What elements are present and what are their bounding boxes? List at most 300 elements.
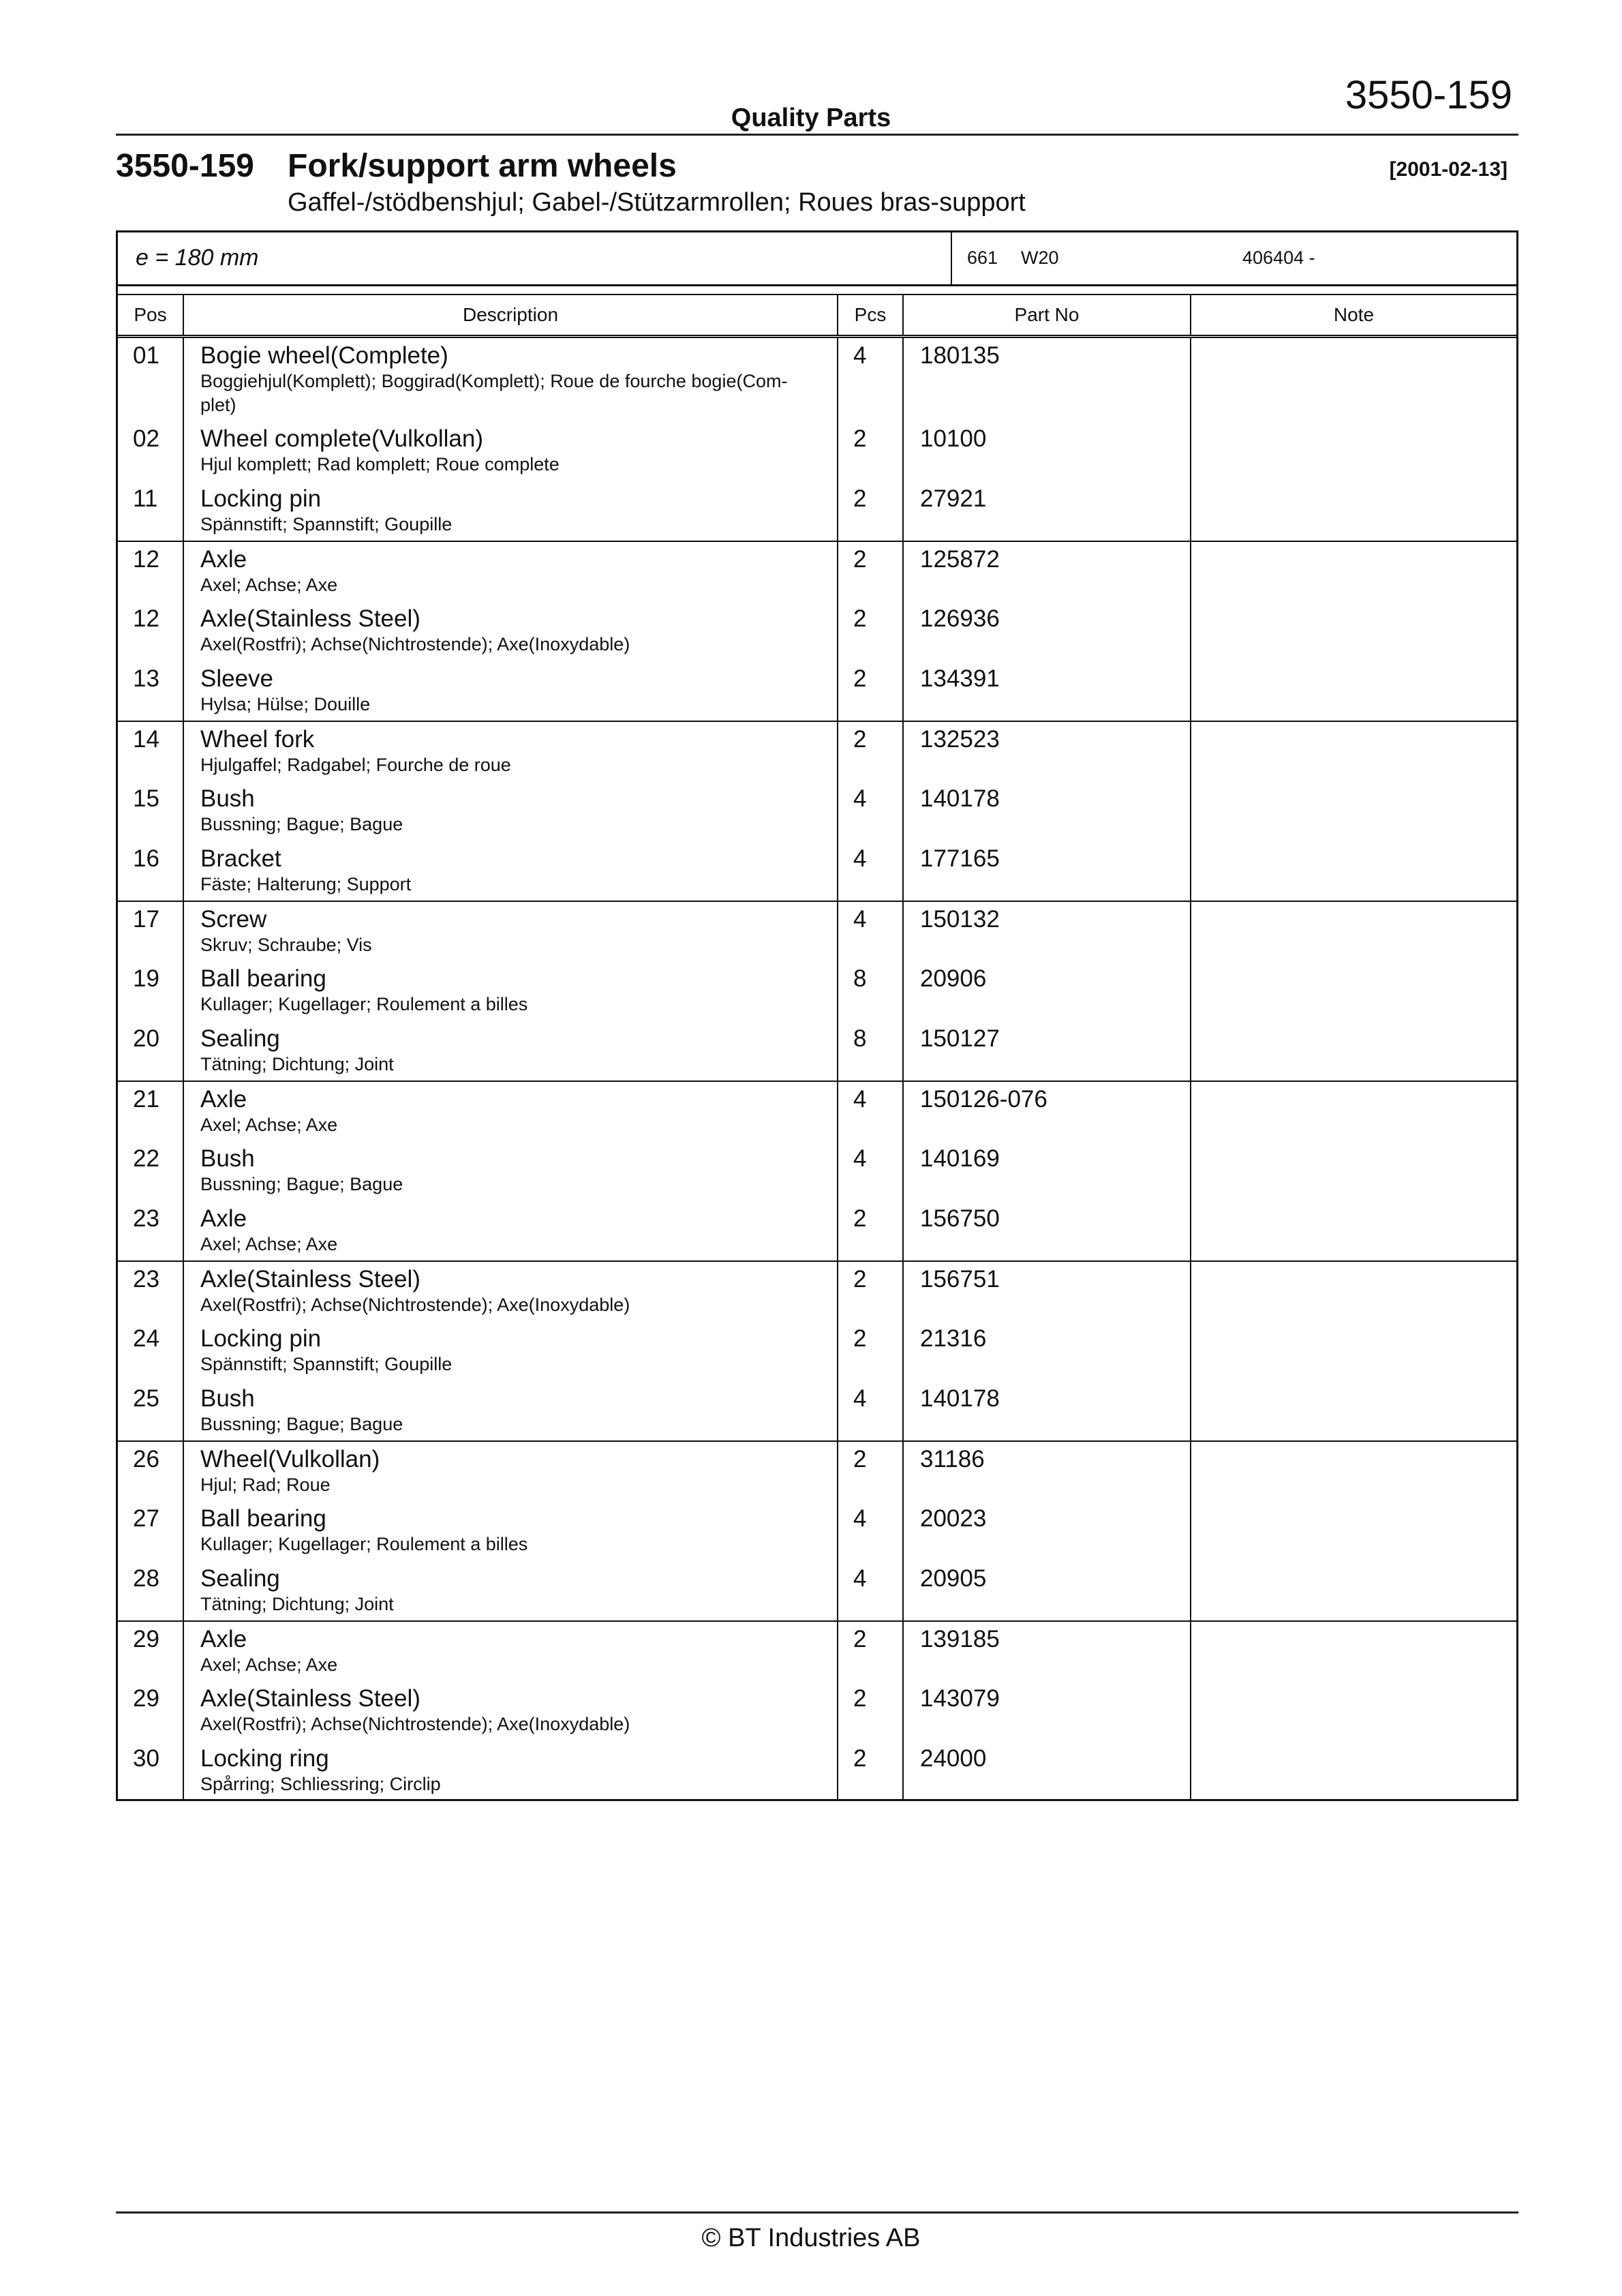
pcs-cell (838, 781, 903, 841)
part-no-text: 126936 (920, 605, 1000, 632)
description-translations: Axel(Rostfri); Achse(Nichtrostende); Axe(Inoxydable) (200, 1294, 630, 1315)
table-row (118, 1321, 1516, 1381)
parts-sheet (116, 230, 1518, 1801)
pos-text: 17 (133, 905, 159, 933)
note-cell (1191, 1201, 1516, 1261)
description-translations: Axel; Achse; Axe (200, 1654, 338, 1675)
pos-cell (118, 1561, 183, 1621)
part-no-cell (903, 1381, 1191, 1441)
description-main: Axle(Stainless Steel) (200, 1265, 420, 1293)
description-main: Bracket (200, 845, 281, 872)
description-cell (183, 601, 838, 661)
description-main: Axle (200, 1085, 247, 1113)
description-cell (183, 841, 838, 901)
part-no-cell (903, 1681, 1191, 1741)
description-cell (183, 1081, 838, 1141)
part-no-cell (903, 1741, 1191, 1801)
description-cell (183, 1141, 838, 1201)
part-no-text: 140169 (920, 1145, 1000, 1172)
pos-cell (118, 1621, 183, 1681)
description-translations: Boggiehjul(Komplett); Boggirad(Komplett); Roue de fourche bogie(Com-plet) (200, 371, 788, 415)
part-no-text: 10100 (920, 425, 987, 452)
pos-text: 24 (133, 1325, 159, 1352)
note-text (1191, 1501, 1516, 1505)
description-cell (183, 961, 838, 1021)
part-no-text: 132523 (920, 725, 1000, 753)
table-row (118, 841, 1516, 901)
part-no-text: 24000 (920, 1744, 987, 1772)
pos-text: 29 (133, 1685, 159, 1712)
description-cell (183, 1261, 838, 1321)
note-cell (1191, 1561, 1516, 1621)
note-cell (1191, 1441, 1516, 1501)
description-cell (183, 901, 838, 961)
part-no-text: 27921 (920, 485, 987, 512)
description-cell (183, 781, 838, 841)
part-no-cell (903, 1021, 1191, 1081)
pcs-text: 2 (853, 725, 867, 753)
table-row (118, 337, 1516, 421)
table-row (118, 1381, 1516, 1441)
part-no-cell (903, 1501, 1191, 1561)
note-text (1191, 1681, 1516, 1685)
part-no-text: 31186 (920, 1445, 985, 1472)
description-translations: Spännstift; Spannstift; Goupille (200, 1353, 453, 1374)
part-no-text: 20023 (920, 1505, 987, 1532)
pos-cell (118, 1201, 183, 1261)
description-translations: Bussning; Bague; Bague (200, 1413, 403, 1434)
column-header-part-no: Part No (903, 295, 1191, 337)
part-no-text: 20905 (920, 1565, 987, 1592)
section-date: [2001-02-13] (1389, 158, 1508, 181)
description-main: Locking pin (200, 1325, 322, 1352)
table-row (118, 781, 1516, 841)
description-main: Bush (200, 785, 255, 812)
part-no-cell (903, 661, 1191, 721)
section-id: 3550-159 (116, 148, 254, 184)
note-text (1191, 601, 1516, 605)
pos-cell (118, 481, 183, 541)
description-translations: Spännstift; Spannstift; Goupille (200, 513, 453, 534)
description-translations: Hjulgaffel; Radgabel; Fourche de roue (200, 754, 511, 775)
part-no-text: 134391 (920, 665, 1000, 692)
description-cell (183, 661, 838, 721)
table-row (118, 1561, 1516, 1621)
description-main: Axle (200, 1205, 247, 1232)
note-cell (1191, 1681, 1516, 1741)
footer-copyright: © BT Industries AB (701, 2224, 921, 2252)
description-cell (183, 1381, 838, 1441)
description-main: Axle (200, 545, 247, 573)
pcs-text: 2 (853, 485, 867, 512)
note-text (1191, 1082, 1516, 1086)
description-main: Bush (200, 1385, 255, 1412)
pos-cell (118, 781, 183, 841)
table-row (118, 1261, 1516, 1321)
table-row (118, 661, 1516, 721)
note-text (1191, 481, 1516, 485)
part-no-cell (903, 601, 1191, 661)
pcs-cell (838, 721, 903, 781)
pos-cell (118, 661, 183, 721)
pcs-text: 2 (853, 1445, 867, 1472)
description-translations: Bussning; Bague; Bague (200, 1173, 403, 1194)
table-row (118, 1501, 1516, 1561)
pcs-cell (838, 841, 903, 901)
description-translations: Kullager; Kugellager; Roulement a billes (200, 993, 528, 1014)
pos-text: 11 (133, 485, 158, 512)
description-cell (183, 1501, 838, 1561)
pcs-cell (838, 541, 903, 601)
note-cell (1191, 1261, 1516, 1321)
pos-cell (118, 1681, 183, 1741)
table-row (118, 721, 1516, 781)
pos-cell (118, 1081, 183, 1141)
pcs-text: 2 (853, 1325, 867, 1352)
note-cell (1191, 721, 1516, 781)
description-main: Ball bearing (200, 1505, 326, 1532)
pcs-cell (838, 1141, 903, 1201)
pcs-text: 4 (853, 1565, 867, 1592)
pcs-cell (838, 1621, 903, 1681)
pcs-text: 4 (853, 1385, 867, 1412)
pcs-cell (838, 421, 903, 481)
pcs-text: 2 (853, 1625, 867, 1652)
note-text (1191, 841, 1516, 845)
pcs-cell (838, 1081, 903, 1141)
pcs-cell (838, 901, 903, 961)
part-no-cell (903, 1621, 1191, 1681)
description-translations: Kullager; Kugellager; Roulement a billes (200, 1533, 528, 1554)
table-row (118, 1621, 1516, 1681)
pos-cell (118, 1381, 183, 1441)
part-no-cell (903, 1561, 1191, 1621)
info-code-serial: 406404 - (1242, 247, 1315, 268)
description-translations: Hylsa; Hülse; Douille (200, 693, 371, 714)
pos-text: 29 (133, 1625, 159, 1652)
pos-cell (118, 541, 183, 601)
description-translations: Hjul; Rad; Roue (200, 1474, 331, 1495)
pcs-text: 4 (853, 1145, 867, 1172)
part-no-cell (903, 1081, 1191, 1141)
note-cell (1191, 961, 1516, 1021)
description-main: Bush (200, 1145, 255, 1172)
description-cell (183, 541, 838, 601)
column-header-pos: Pos (118, 295, 183, 337)
pos-text: 20 (133, 1025, 159, 1052)
column-header-description: Description (183, 295, 838, 337)
description-cell (183, 481, 838, 541)
pos-cell (118, 1741, 183, 1801)
description-cell (183, 1321, 838, 1381)
note-text (1191, 1201, 1516, 1205)
pos-text: 23 (133, 1265, 159, 1293)
description-main: Sealing (200, 1025, 280, 1052)
description-translations: Tätning; Dichtung; Joint (200, 1053, 394, 1074)
section-subtitle: Gaffel-/stödbenshjul; Gabel-/Stützarmrollen; Roues bras-support (288, 188, 1026, 217)
description-translations: Fäste; Halterung; Support (200, 873, 412, 894)
part-no-text: 140178 (920, 785, 1000, 812)
pcs-text: 2 (853, 1265, 867, 1293)
part-no-text: 143079 (920, 1685, 1000, 1712)
info-code-model: 661 (967, 247, 998, 268)
part-no-text: 156751 (920, 1265, 1000, 1293)
table-row (118, 421, 1516, 481)
pcs-text: 4 (853, 1505, 867, 1532)
description-translations: Tätning; Dichtung; Joint (200, 1593, 394, 1614)
table-header-row (118, 295, 1516, 337)
description-translations: Axel(Rostfri); Achse(Nichtrostende); Axe(Inoxydable) (200, 1713, 630, 1734)
description-main: Axle (200, 1625, 247, 1652)
table-row (118, 1201, 1516, 1261)
note-text (1191, 1262, 1516, 1266)
table-row (118, 1141, 1516, 1201)
part-no-cell (903, 1321, 1191, 1381)
part-no-text: 125872 (920, 545, 1000, 573)
pos-text: 01 (133, 342, 159, 369)
pos-text: 12 (133, 605, 159, 632)
pos-cell (118, 1441, 183, 1501)
pcs-cell (838, 1381, 903, 1441)
pcs-text: 2 (853, 665, 867, 692)
column-header-note: Note (1191, 295, 1516, 337)
pcs-cell (838, 1561, 903, 1621)
parts-table-body (118, 337, 1516, 1801)
description-main: Ball bearing (200, 965, 326, 992)
part-no-text: 20906 (920, 965, 987, 992)
table-row (118, 1021, 1516, 1081)
pcs-text: 2 (853, 425, 867, 452)
pos-text: 27 (133, 1505, 159, 1532)
note-text (1191, 781, 1516, 785)
pcs-cell (838, 1261, 903, 1321)
note-text (1191, 1381, 1516, 1385)
info-divider (951, 232, 952, 284)
part-no-cell (903, 1441, 1191, 1501)
pos-text: 28 (133, 1565, 159, 1592)
note-cell (1191, 1741, 1516, 1801)
description-cell (183, 1681, 838, 1741)
pos-text: 19 (133, 965, 159, 992)
note-cell (1191, 1081, 1516, 1141)
description-main: Wheel fork (200, 725, 315, 753)
part-no-cell (903, 721, 1191, 781)
note-text (1191, 1021, 1516, 1025)
note-text (1191, 722, 1516, 726)
description-cell (183, 1021, 838, 1081)
note-cell (1191, 841, 1516, 901)
pcs-cell (838, 1201, 903, 1261)
pos-text: 25 (133, 1385, 159, 1412)
pos-cell (118, 901, 183, 961)
part-no-text: 21316 (920, 1325, 987, 1352)
part-no-cell (903, 841, 1191, 901)
description-main: Screw (200, 905, 267, 933)
footer-rule (116, 2211, 1518, 2214)
part-no-text: 140178 (920, 1385, 1000, 1412)
part-no-text: 177165 (920, 845, 1000, 872)
table-row (118, 1441, 1516, 1501)
pos-text: 13 (133, 665, 159, 692)
header-rule (116, 134, 1518, 136)
part-no-cell (903, 337, 1191, 421)
pcs-text: 4 (853, 342, 867, 369)
pcs-cell (838, 661, 903, 721)
note-text (1191, 338, 1516, 342)
description-main: Axle(Stainless Steel) (200, 1685, 420, 1712)
table-row (118, 1081, 1516, 1141)
pcs-text: 4 (853, 785, 867, 812)
pcs-text: 8 (853, 1025, 867, 1052)
part-no-text: 150126-076 (920, 1085, 1047, 1113)
pcs-text: 2 (853, 545, 867, 573)
note-cell (1191, 541, 1516, 601)
note-cell (1191, 421, 1516, 481)
table-gap (118, 284, 1516, 295)
description-translations: Axel; Achse; Axe (200, 1114, 338, 1135)
pcs-cell (838, 961, 903, 1021)
pcs-cell (838, 1741, 903, 1801)
description-translations: Skruv; Schraube; Vis (200, 934, 372, 955)
description-main: Wheel(Vulkollan) (200, 1445, 380, 1472)
note-cell (1191, 1141, 1516, 1201)
part-no-cell (903, 481, 1191, 541)
table-row (118, 1681, 1516, 1741)
pos-cell (118, 721, 183, 781)
note-text (1191, 1622, 1516, 1626)
description-main: Wheel complete(Vulkollan) (200, 425, 483, 452)
pcs-text: 2 (853, 1205, 867, 1232)
note-cell (1191, 481, 1516, 541)
pos-text: 14 (133, 725, 159, 753)
note-text (1191, 1561, 1516, 1565)
description-cell (183, 1741, 838, 1801)
table-row (118, 961, 1516, 1021)
part-no-text: 150132 (920, 905, 1000, 933)
table-row (118, 481, 1516, 541)
note-cell (1191, 1021, 1516, 1081)
pos-text: 02 (133, 425, 159, 452)
pos-cell (118, 601, 183, 661)
description-cell (183, 1441, 838, 1501)
part-no-cell (903, 1201, 1191, 1261)
note-cell (1191, 1501, 1516, 1561)
note-cell (1191, 1621, 1516, 1681)
pos-cell (118, 1501, 183, 1561)
note-text (1191, 1442, 1516, 1446)
part-no-cell (903, 1261, 1191, 1321)
part-no-cell (903, 421, 1191, 481)
part-no-cell (903, 961, 1191, 1021)
description-translations: Axel; Achse; Axe (200, 1233, 338, 1254)
note-text (1191, 661, 1516, 665)
pos-text: 30 (133, 1744, 159, 1772)
parts-table (118, 295, 1516, 1801)
pcs-cell (838, 337, 903, 421)
pcs-cell (838, 1501, 903, 1561)
section-title: Fork/support arm wheels (288, 148, 677, 184)
description-main: Locking ring (200, 1744, 329, 1772)
pos-text: 12 (133, 545, 159, 573)
note-text (1191, 1321, 1516, 1325)
pcs-cell (838, 1441, 903, 1501)
document-number: 3550-159 (1345, 73, 1512, 117)
pos-cell (118, 337, 183, 421)
description-translations: Axel(Rostfri); Achse(Nichtrostende); Axe(Inoxydable) (200, 633, 630, 654)
pcs-text: 2 (853, 1685, 867, 1712)
pos-text: 23 (133, 1205, 159, 1232)
table-row (118, 541, 1516, 601)
note-text (1191, 542, 1516, 546)
table-row (118, 1741, 1516, 1801)
pos-text: 26 (133, 1445, 159, 1472)
pcs-cell (838, 1321, 903, 1381)
description-cell (183, 421, 838, 481)
pos-text: 15 (133, 785, 159, 812)
description-cell (183, 1201, 838, 1261)
description-cell (183, 1561, 838, 1621)
pcs-text: 2 (853, 1744, 867, 1772)
info-code-variant: W20 (1021, 247, 1059, 268)
description-main: Sealing (200, 1565, 280, 1592)
description-translations: Hjul komplett; Rad komplett; Roue complete (200, 453, 560, 474)
description-translations: Axel; Achse; Axe (200, 574, 338, 595)
note-cell (1191, 601, 1516, 661)
part-no-text: 139185 (920, 1625, 1000, 1652)
note-text (1191, 961, 1516, 965)
pos-text: 16 (133, 845, 159, 872)
note-cell (1191, 337, 1516, 421)
pos-cell (118, 1321, 183, 1381)
note-cell (1191, 901, 1516, 961)
pos-cell (118, 1021, 183, 1081)
pos-cell (118, 1141, 183, 1201)
note-cell (1191, 781, 1516, 841)
note-text (1191, 1141, 1516, 1145)
part-no-text: 150127 (920, 1025, 1000, 1052)
description-cell (183, 337, 838, 421)
part-no-cell (903, 541, 1191, 601)
part-no-cell (903, 1141, 1191, 1201)
description-cell (183, 721, 838, 781)
note-cell (1191, 1321, 1516, 1381)
description-main: Axle(Stainless Steel) (200, 605, 420, 632)
note-cell (1191, 1381, 1516, 1441)
pcs-text: 4 (853, 905, 867, 933)
note-text (1191, 421, 1516, 425)
note-text (1191, 1741, 1516, 1745)
description-cell (183, 1621, 838, 1681)
pos-text: 21 (133, 1085, 159, 1113)
pcs-cell (838, 601, 903, 661)
description-main: Locking pin (200, 485, 322, 512)
info-spec: e = 180 mm (136, 245, 259, 271)
table-row (118, 601, 1516, 661)
part-no-text: 156750 (920, 1205, 1000, 1232)
pos-cell (118, 841, 183, 901)
description-main: Sleeve (200, 665, 274, 692)
pcs-cell (838, 1021, 903, 1081)
pos-text: 22 (133, 1145, 159, 1172)
header-title: Quality Parts (731, 104, 891, 132)
part-no-cell (903, 781, 1191, 841)
part-no-cell (903, 901, 1191, 961)
description-translations: Spårring; Schliessring; Circlip (200, 1773, 441, 1794)
info-bar (118, 232, 1516, 286)
pcs-cell (838, 481, 903, 541)
pos-cell (118, 421, 183, 481)
pos-cell (118, 1261, 183, 1321)
